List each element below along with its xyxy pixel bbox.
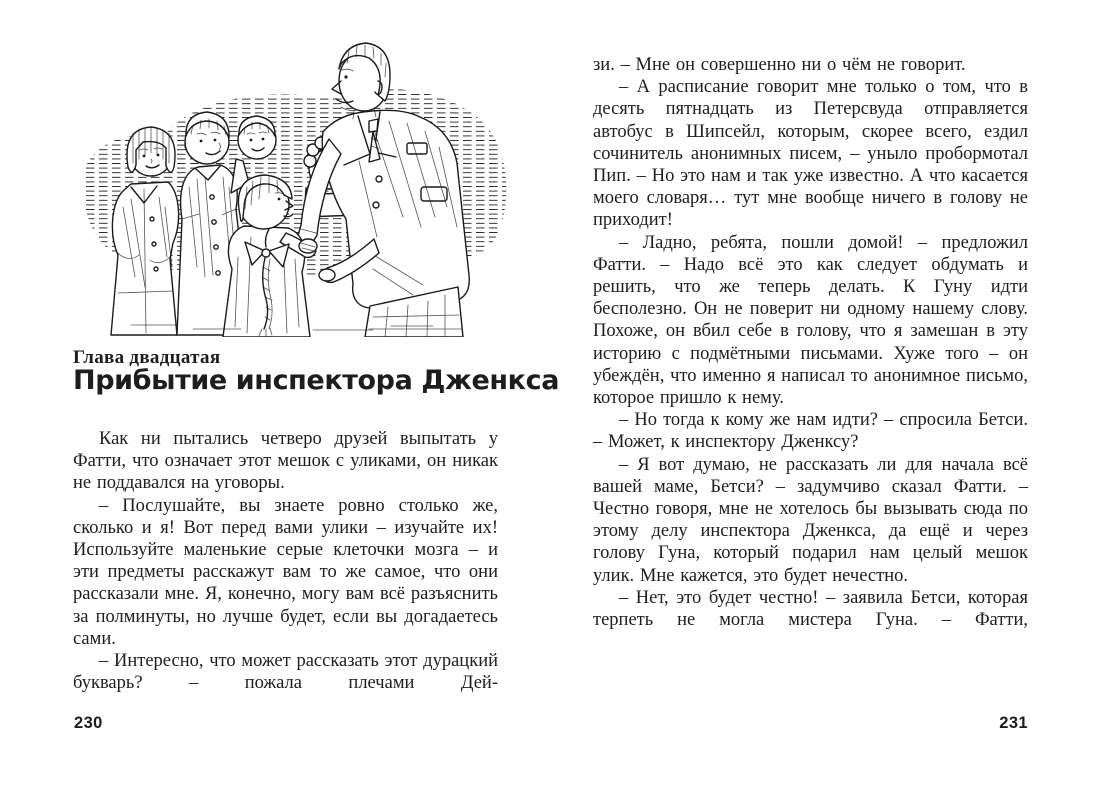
paragraph: – Интересно, что может рассказать этот дурацкий букварь? – пожала плечами Дей- <box>73 651 498 694</box>
illustration-drawing <box>73 37 516 337</box>
paragraph: – Послушайте, вы знаете ровно столько же, сколько и я! Вот перед вами улики – изучайте их! Используйте маленькие серые клеточки мозга – и эти предметы расскажут вам то же самое, что они рассказали мне. Я, конечно, могу вам всё разъяснить за полминуты, но лучше будет, если вы догадаетесь сами. <box>73 495 498 649</box>
paragraph: – Я вот думаю, не рассказать ли для начала всё вашей маме, Бетси? – задумчиво сказал Фатти. – Честно говоря, мне не хотелось бы вызывать сюда по этому делу инспектора Дженкса, да ещё и через голову Гуна, который подарил нам целый мешок улик. Мне кажется, это будет нечестно. <box>593 454 1028 586</box>
page-number-left: 230 <box>74 714 103 732</box>
paragraph: – А расписание говорит мне только о том, что в десять пятнадцать из Петерсвуда отправляется автобус в Шипсейл, которым, скорее всего, ездил сочинитель анонимных писем, – уныло пробормотал Пип. – Но это нам и так уже известно. А что касается моего словаря… тут мне вообще ничего в голову не приходит! <box>593 77 1028 231</box>
paragraph: зи. – Мне он совершенно ни о чём не говорит. <box>593 55 966 75</box>
page-number-right: 231 <box>999 714 1028 732</box>
chapter-label: Глава двадцатая <box>73 347 221 368</box>
paragraph: – Ладно, ребята, пошли домой! – предложил Фатти. – Надо всё это как следует обдумать и решить, что же теперь делать. К Гуну идти бесполезно. Он не поверит ни одному нашему слову. Похоже, он вбил себе в голову, что я замешан в эту историю с подмётными письмами. Хуже того – он убеждён, что именно я написал то анонимное письмо, которое пришло к нему. <box>593 232 1028 409</box>
page-right <box>593 0 1028 786</box>
right-page-text <box>593 54 1028 631</box>
chapter-title: Прибытие инспектора Дженкса <box>73 365 560 396</box>
page-left <box>73 0 560 786</box>
left-page-text <box>73 428 498 694</box>
inspector-figure <box>297 43 469 337</box>
paragraph: Как ни пытались четверо друзей выпытать у Фатти, что означает этот мешок с уликами, он никак не поддавался на уговоры. <box>73 429 498 494</box>
paragraph: – Нет, это будет честно! – заявила Бетси, которая терпеть не могла мистера Гуна. – Фатти, <box>593 587 1028 631</box>
handshake <box>299 239 317 253</box>
paragraph: – Но тогда к кому же нам идти? – спросила Бетси. – Может, к инспектору Дженксу? <box>593 410 1028 453</box>
chapter-illustration <box>73 37 516 337</box>
